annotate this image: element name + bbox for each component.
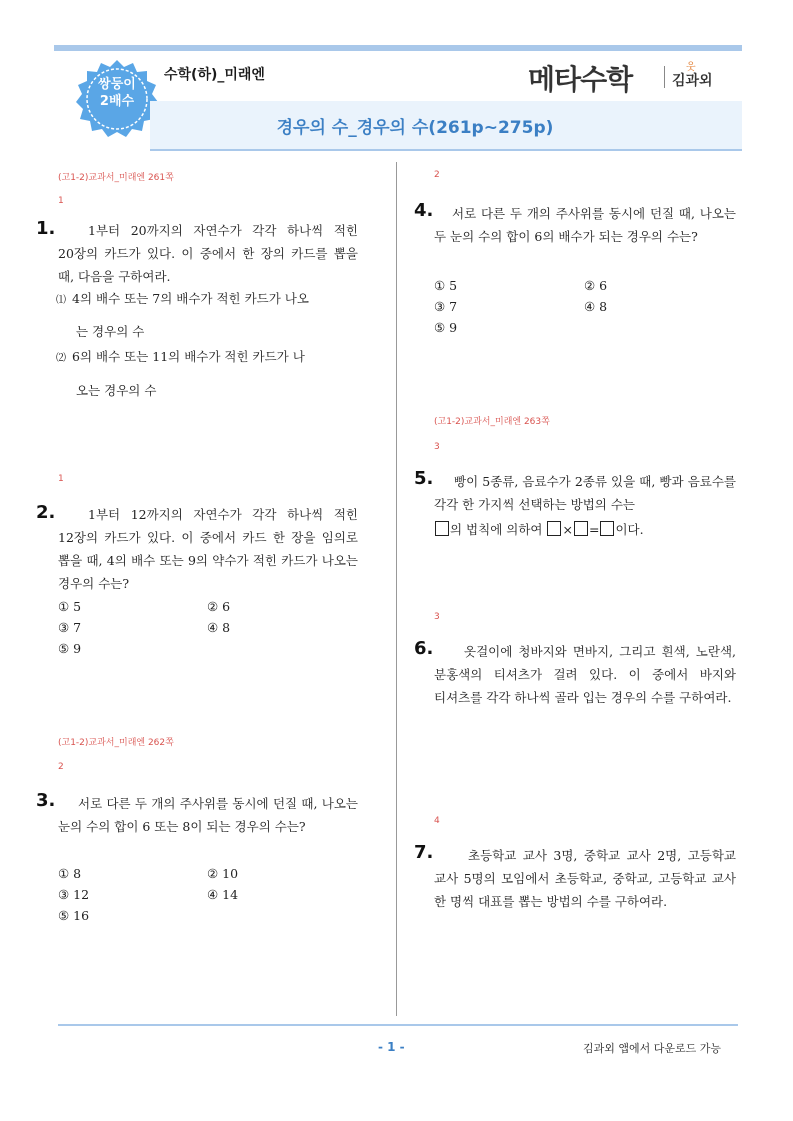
- question-6-text: 옷걸이에 청바지와 면바지, 그리고 흰색, 노란색, 분홍색의 티셔츠가 걸려 있다. 이 중에서 바지와 티셔츠를 각각 하나씩 골라 입는 경우의 수를 구하여라.: [434, 644, 736, 705]
- top-accent-bar: [54, 45, 742, 51]
- question-3-number: 3.: [36, 790, 56, 811]
- question-3-level: 2: [58, 762, 64, 772]
- sub-1-label: ⑴: [56, 295, 66, 306]
- equals-sign: =: [588, 522, 600, 537]
- brand-logo: 메타수학: [528, 63, 633, 96]
- question-4-level: 2: [434, 170, 440, 180]
- blank-box-2[interactable]: [547, 521, 561, 536]
- question-5-number: 5.: [414, 468, 434, 489]
- question-4-text: 서로 다른 두 개의 주사위를 동시에 던질 때, 나오는 두 눈의 수의 합이 6의 배수가 되는 경우의 수는?: [434, 206, 736, 244]
- footer-rule: [58, 1024, 738, 1026]
- question-7-number: 7.: [414, 842, 434, 863]
- question-1-sub-2-cont: 오는 경우의 수: [76, 383, 157, 398]
- times-sign: ×: [562, 522, 573, 537]
- question-3-text: 서로 다른 두 개의 주사위를 동시에 던질 때, 나오는 눈의 수의 합이 6 또는 8이 되는 경우의 수는?: [58, 796, 358, 834]
- question-4-choice-2[interactable]: ② 6: [584, 278, 608, 293]
- badge-label: [76, 76, 158, 110]
- question-7-text: 초등학교 교사 3명, 중학교 교사 2명, 고등학교 교사 5명의 모임에서 초등학교, 중학교, 고등학교 교사 한 명씩 대표를 뽑는 방법의 수를 구하여라.: [434, 848, 736, 909]
- question-6-number: 6.: [414, 638, 434, 659]
- question-2-choice-3[interactable]: ③ 7: [58, 620, 82, 635]
- badge-line-1: 쌍둥이: [98, 77, 136, 92]
- question-6-level: 3: [434, 612, 440, 622]
- question-4-number: 4.: [414, 200, 434, 221]
- question-2-number: 2.: [36, 502, 56, 523]
- question-4-choice-3[interactable]: ③ 7: [434, 299, 458, 314]
- page-number: - 1 -: [378, 1040, 405, 1054]
- question-1-sub-1: [56, 290, 366, 310]
- footer-note: 김과외 앱에서 다운로드 가능: [583, 1042, 722, 1055]
- question-2-choice-5[interactable]: ⑤ 9: [58, 641, 82, 656]
- question-3-choice-5[interactable]: ⑤ 16: [58, 908, 90, 923]
- column-divider: [396, 162, 397, 1016]
- badge-line-2: 2배수: [99, 94, 135, 109]
- question-5-source: (고1-2)교과서_미래엔 263쪽: [434, 417, 550, 427]
- sub-2-label: ⑵: [56, 353, 66, 364]
- question-5-formula-line: [434, 518, 736, 541]
- subject-label: 수학(하)_미래엔: [164, 67, 265, 83]
- question-5-level: 3: [434, 442, 440, 452]
- question-2-choice-1[interactable]: ① 5: [58, 599, 82, 614]
- sub-brand-logo: 김과외: [672, 73, 713, 89]
- question-5-text: 빵이 5종류, 음료수가 2종류 있을 때, 빵과 음료수를 각각 한 가지씩 선택하는 방법의 수는: [434, 474, 736, 512]
- question-1-number: 1.: [36, 218, 56, 239]
- blank-box-1[interactable]: [435, 521, 449, 536]
- question-2-text: 1부터 12까지의 자연수가 각각 하나씩 적힌 12장의 카드가 있다. 이 중에서 카드 한 장을 임의로 뽑을 때, 4의 배수 또는 9의 약수가 적힌 카드가 나오는 경우의 수는?: [58, 507, 358, 591]
- question-4-choice-4[interactable]: ④ 8: [584, 299, 608, 314]
- question-2-choice-2[interactable]: ② 6: [207, 599, 231, 614]
- formula-text-b: 이다.: [615, 522, 644, 537]
- page-title: 경우의 수_경우의 수(261p~275p): [276, 118, 554, 138]
- question-1-sub-2: [56, 348, 366, 368]
- sub-2-line-1: 6의 배수 또는 11의 배수가 적힌 카드가 나: [72, 349, 305, 364]
- question-1-source: (고1-2)교과서_미래엔 261쪽: [58, 173, 174, 183]
- formula-text-a: 의 법칙에 의하여: [450, 522, 543, 537]
- question-7-level: 4: [434, 816, 440, 826]
- question-3-choice-1[interactable]: ① 8: [58, 866, 82, 881]
- sub-1-line-1: 4의 배수 또는 7의 배수가 적힌 카드가 나오: [72, 291, 309, 306]
- question-1-text: 1부터 20까지의 자연수가 각각 하나씩 적힌 20장의 카드가 있다. 이 중에서 한 장의 카드를 뽑을 때, 다음을 구하여라.: [58, 223, 358, 284]
- question-3-choice-3[interactable]: ③ 12: [58, 887, 90, 902]
- question-1-level: 1: [58, 196, 64, 206]
- question-1-sub-1-cont: 는 경우의 수: [76, 324, 145, 339]
- question-2-choice-4[interactable]: ④ 8: [207, 620, 231, 635]
- blank-box-3[interactable]: [574, 521, 588, 536]
- blank-box-4[interactable]: [600, 521, 614, 536]
- question-4-choice-1[interactable]: ① 5: [434, 278, 458, 293]
- question-3-source: (고1-2)교과서_미래엔 262쪽: [58, 738, 174, 748]
- question-4-choice-5[interactable]: ⑤ 9: [434, 320, 458, 335]
- person-icon: 웃: [686, 62, 696, 73]
- brand-divider: [664, 66, 665, 88]
- question-3-choice-4[interactable]: ④ 14: [207, 887, 239, 902]
- question-3-choice-2[interactable]: ② 10: [207, 866, 239, 881]
- question-2-level: 1: [58, 474, 64, 484]
